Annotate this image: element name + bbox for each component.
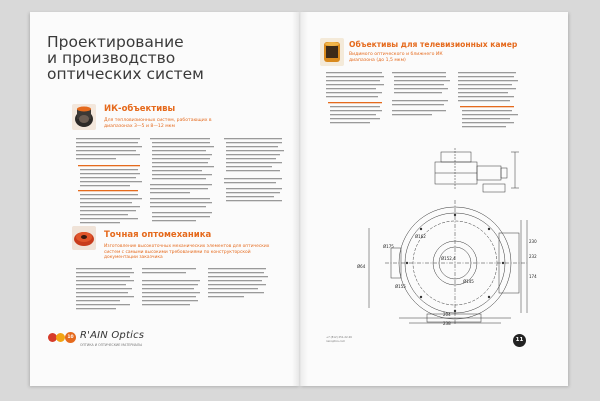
brand-subtitle: ОПТИКА И ОПТИЧЕСКИЕ МАТЕРИАЛЫ	[80, 343, 143, 347]
ik-body-column-1	[76, 138, 144, 228]
page-number-right: 11	[513, 334, 526, 347]
dim-label-8: 174	[529, 274, 537, 279]
ik-lens-image	[72, 104, 96, 130]
dim-label-6: 230	[529, 239, 537, 244]
dim-label-1: Ø152,4	[441, 256, 456, 261]
optomech-part-image	[72, 226, 96, 250]
logo-dot-yellow	[56, 333, 65, 342]
page-number-left: 10	[65, 332, 76, 343]
optomech-body-column-2	[142, 268, 202, 322]
brand-name: R'AIN Optics	[80, 330, 145, 341]
page-title	[47, 34, 204, 82]
contact-info	[326, 336, 352, 344]
tv-body-column-2	[392, 72, 452, 136]
dim-label-2: Ø162	[415, 234, 426, 239]
tv-section-subtitle: Видимого оптического и ближнего ИК диапазона (до 1,5 мкм)	[349, 52, 443, 63]
technical-drawing	[355, 148, 540, 326]
ik-section-title: ИК-объективы	[104, 104, 176, 114]
contact-phone: +7 (812) 251-22-26	[326, 336, 352, 339]
optomech-section-subtitle: Изготовление высокоточных механических элементов для оптических систем с самыми высокими требованиями по конструкторской документации заказчика	[104, 244, 270, 261]
tv-body-column-3	[458, 72, 522, 136]
tv-section-title: Объективы для телевизионных камер	[349, 40, 518, 49]
dim-label-11: Ø64	[357, 264, 366, 269]
optomech-section-title: Точная оптомеханика	[104, 230, 212, 240]
ik-section-subtitle: Для тепловизионных систем, работающих в диапазонах 3—5 и 8—12 мкм	[104, 118, 212, 129]
page-title-line-2: и производство	[47, 49, 176, 67]
tv-body-column-1	[326, 72, 386, 136]
dim-label-10: 238	[443, 321, 451, 326]
optomech-body-column-3	[208, 268, 270, 322]
ik-body-column-2	[150, 138, 218, 226]
page-title-line-1: Проектирование	[47, 33, 184, 51]
page-title-line-3: оптических систем	[47, 65, 204, 83]
dim-label-4: Ø155	[395, 284, 406, 289]
dim-label-3: Ø175	[383, 244, 394, 249]
tv-lens-image	[320, 38, 344, 66]
dim-label-9: 204	[443, 312, 451, 317]
book-spine	[292, 12, 308, 386]
dim-label-7: 232	[529, 254, 537, 259]
dim-label-5: Ø145	[463, 279, 474, 284]
contact-website: rainoptics.com	[326, 340, 346, 343]
optomech-body-column-1	[76, 268, 136, 322]
ik-body-column-3	[224, 138, 286, 208]
